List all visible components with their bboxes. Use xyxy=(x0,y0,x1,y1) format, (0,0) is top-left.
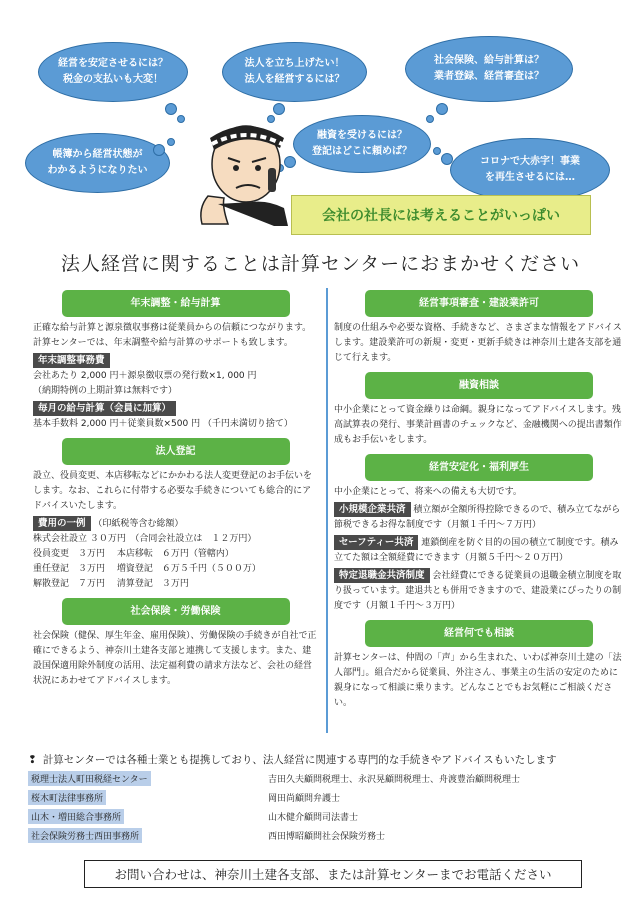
section-heading: 経営安定化・福利厚生 xyxy=(365,454,593,481)
hero-banner: 会社の社長には考えることがいっぱい xyxy=(291,195,591,235)
thought-bubble: 法人を立ち上げたい！ 法人を経営するには？ xyxy=(222,42,367,102)
fee-detail: 基本手数料 2,000 円＋従業員数×500 円 （千円未満切り捨て） xyxy=(33,419,293,429)
partner-firm: 社会保険労務士西田事務所 xyxy=(28,828,142,843)
section-heading: 経営事項審査・建設業許可 xyxy=(365,290,593,317)
section-houjin xyxy=(33,438,318,592)
partner-advisor: 岡田尚顧問弁護士 xyxy=(268,794,341,804)
thought-bubble: 帳簿から経営状態が わかるようになりたい xyxy=(25,133,170,193)
section-heading: 社会保険・労働保険 xyxy=(62,598,290,625)
plan-tag: セーフティー共済 xyxy=(334,535,418,550)
section-nenmatsu xyxy=(33,290,318,432)
partner-row xyxy=(28,771,588,790)
partner-firm: 桜木町法律事務所 xyxy=(28,790,106,805)
partner-row xyxy=(28,828,588,847)
plan-tag: 小規模企業共済 xyxy=(334,502,411,517)
thought-bubble: 社会保険、給与計算は？ 業者登録、経営審査は？ xyxy=(405,36,573,102)
fee-tag: 費用の一例 xyxy=(33,516,91,531)
partnership-note: ❢ 計算センターでは各種士業とも提携しており、法人経営に関連する専門的な手続きやアドバイスもいたします xyxy=(28,754,557,766)
plan-tag: 特定退職金共済制度 xyxy=(334,568,430,583)
thought-bubble: コロナで大赤字！事業 を再生させるには… xyxy=(450,138,610,202)
fee-row: 重任登記 ３万円 増資登記 ６万５千円（５００万） xyxy=(33,564,261,574)
section-text: 計算センターは、仲間の「声」から生まれた、いわば神奈川土建の「法人部門」。組合だから従業員、外注さん、事業主の生活の安定のために親身になって相談に乗ります。どんなことでもお気軽にご相談ください。 xyxy=(334,653,622,708)
left-column xyxy=(33,290,318,695)
thought-bubble: 融資を受けるには？ 登記はどこに頼めば？ xyxy=(293,115,431,173)
section-nandemo xyxy=(334,620,624,711)
fee-row: 解散登記 ７万円 清算登記 ３万円 xyxy=(33,579,189,589)
section-heading: 年末調整・給与計算 xyxy=(62,290,290,317)
fee-tag: 年末調整事務費 xyxy=(33,353,110,368)
partner-row xyxy=(28,790,588,809)
column-divider xyxy=(326,288,328,733)
fee-tag: 毎月の給与計算（会員に加算） xyxy=(33,401,176,416)
section-keishin xyxy=(334,290,624,366)
section-text: 社会保険（健保、厚生年金、雇用保険）、労働保険の手続きが自社で正確にできるよう、神奈川土建各支部と連携して支援します。また、建設国保適用除外制度の活用、法定福利費の請求方法など、会社の経営状況にあわせてアドバイスします。 xyxy=(33,631,317,686)
hero-section xyxy=(0,0,641,245)
section-yushi xyxy=(334,372,624,448)
fee-row: 株式会社設立 ３０万円 （合同会社設立は １２万円） xyxy=(33,534,257,544)
fee-detail: 会社あたり 2,000 円＋源泉徴収票の発行数×1, 000 円 xyxy=(33,371,257,381)
section-heading: 経営何でも相談 xyxy=(365,620,593,647)
plan-text: 積立額が全額所得控除できるので、積み立てながら節税できるお得な制度です（月額１千円～７万円） xyxy=(334,505,621,530)
worried-president-illustration xyxy=(188,108,298,226)
section-text: 中小企業にとって資金繰りは命綱。親身になってアドバイスします。残高試算表の発行、事業計画書のチェックなど、金融機関への提出書類作成もお手伝いをします。 xyxy=(334,405,622,445)
section-intro: 中小企業にとって、将来への備えも大切です。 xyxy=(334,487,522,497)
section-heading: 法人登記 xyxy=(62,438,290,465)
partner-row xyxy=(28,809,588,828)
plan-text: 会社経費にできる従業員の退職金積立制度を取り扱っています。建退共とも併用できますので、建設業にぴったりの制度です（月額１千円～３万円） xyxy=(334,571,622,611)
partner-advisor: 西田博昭顧問社会保険労務士 xyxy=(268,832,386,842)
fee-note: （納期特例の上期計算は無料です） xyxy=(33,386,178,396)
thought-bubble: 経営を安定させるには？ 税金の支払いも大変！ xyxy=(38,42,188,102)
plan-text: 連鎖倒産を防ぐ目的の国の積立て制度です。積み立てた額は全額経費にできます（月額５千円～２０万円） xyxy=(334,538,619,563)
section-antei xyxy=(334,454,624,614)
partner-firm: 税理士法人町田税経センター xyxy=(28,771,151,786)
partner-advisor: 吉田久夫顧問税理士、永沢晃顧問税理士、舟渡豊治顧問税理士 xyxy=(268,775,521,785)
page-headline: 法人経営に関することは計算センターにおまかせください xyxy=(60,253,581,275)
section-text: 正確な給与計算と源泉徴収事務は従業員からの信頼につながります。計算センターでは、年末調整や給与計算のサポートも致します。 xyxy=(33,323,312,348)
section-text: 設立、役員変更、本店移転などにかかわる法人変更登記のお手伝いをします。なお、これらに付帯する必要な手続きについても総合的にアドバイスいたします。 xyxy=(33,471,313,511)
right-column xyxy=(334,290,624,717)
fee-tag-note: （印紙税等含む総額） xyxy=(93,519,184,529)
section-shakai xyxy=(33,598,318,689)
section-heading: 融資相談 xyxy=(365,372,593,399)
partner-firm: 山木・増田総合事務所 xyxy=(28,809,124,824)
partner-list xyxy=(28,771,588,847)
contact-box: お問い合わせは、神奈川土建各支部、または計算センターまでお電話ください xyxy=(84,860,582,888)
section-text: 制度の仕組みや必要な資格、手続きなど、さまざまな情報をアドバイスします。建設業許可の新規・変更・更新手続きは神奈川土建各支部を通じて行えます。 xyxy=(334,323,622,363)
fee-row: 役員変更 ３万円 本店移転 ６万円（管轄内） xyxy=(33,549,234,559)
partner-advisor: 山木健介顧問司法書士 xyxy=(268,813,359,823)
exclamation-icon: ❢ xyxy=(28,754,37,766)
